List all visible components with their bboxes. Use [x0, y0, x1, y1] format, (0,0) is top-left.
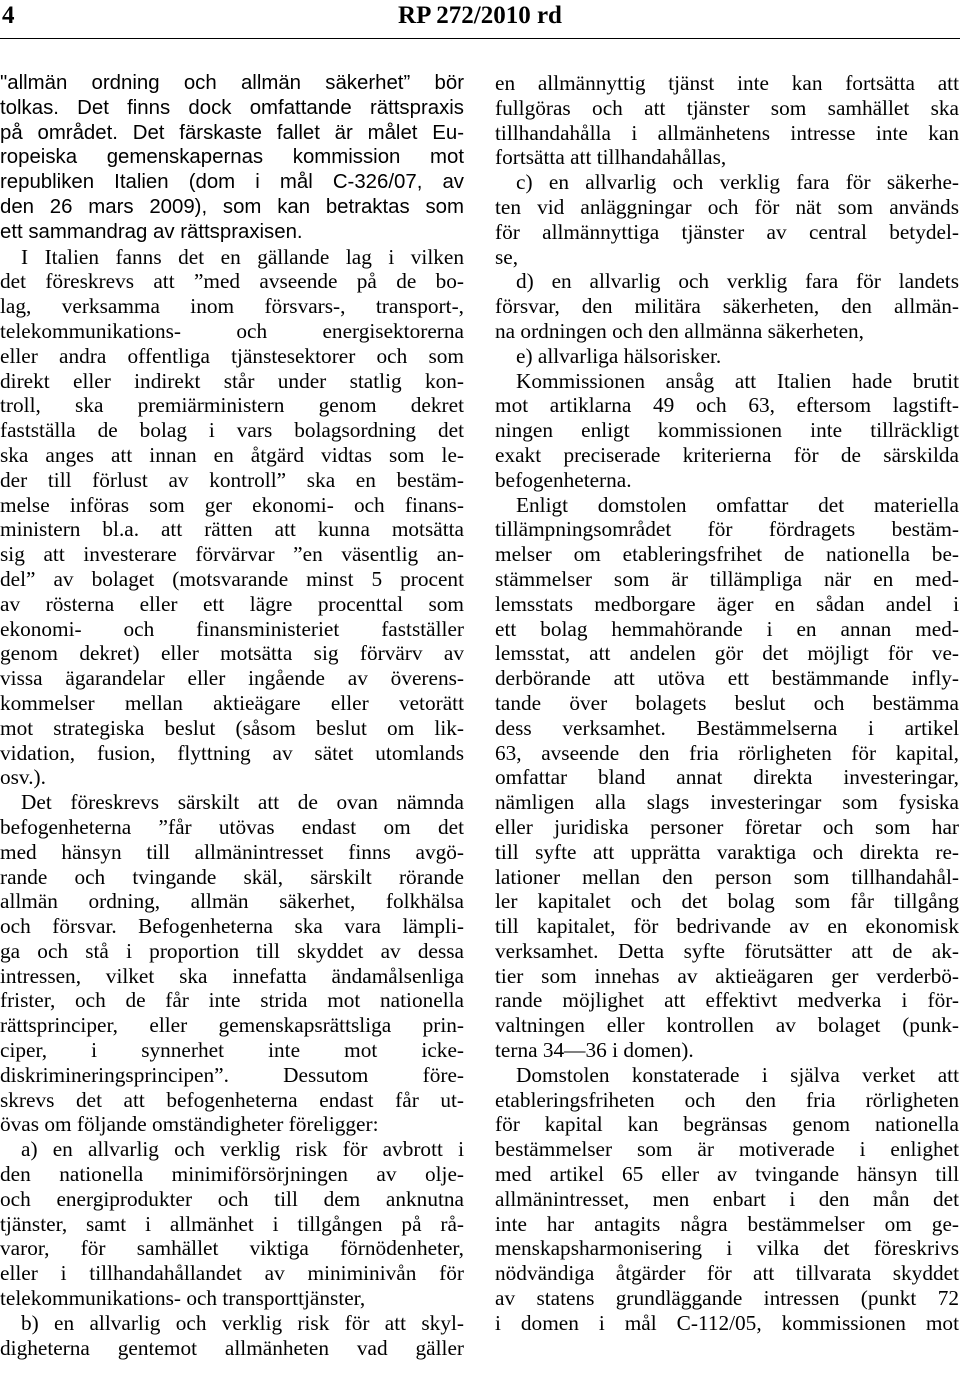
text-line: a) en allvarlig och verklig risk för avbrott i [21, 1137, 464, 1162]
text-line: ministern bl.a. att rätten att kunna motsätta [0, 517, 464, 542]
text-line: till syfte att upprätta varaktiga och direkta re- [495, 839, 959, 864]
text-line: ciper, i synnerhet inte mot icke- [0, 1038, 464, 1063]
text-line: etableringsfriheten och den fria rörligheten [495, 1087, 959, 1112]
text-line: tier som innehas av aktieägaren ger verderbö- [495, 963, 959, 988]
text-line: av rösterna eller ett lägre procenttal som [0, 591, 464, 616]
text-line: lag, verksamma inom försvars-, transport-, [0, 294, 464, 319]
text-line: bestämmelser som är motiverade i enlighet [495, 1137, 959, 1162]
text-line: Domstolen konstaterade i själva verket att [516, 1062, 959, 1087]
text-line: ga och stå i proportion till skyddet av dessa [0, 938, 464, 963]
text-line: fortsätta att tillhandahållas, [495, 145, 727, 170]
text-line: av statens grundläggande intressen (punkt 72 [495, 1286, 959, 1311]
text-line: ten vid anläggningar och för nät som används [495, 194, 959, 219]
text-line: allmänintresset, men enbart i den mån det [495, 1186, 959, 1211]
text-line: allmän ordning, allmän säkerhet, folkhälsa [0, 889, 464, 914]
text-line: på området. Det färskaste fallet är målet Eu- [0, 121, 464, 144]
text-line: ekonomi- och finansministeriet fastställer [0, 616, 464, 641]
text-line: frister, och de får inte strida mot nationella [0, 988, 464, 1013]
text-line: eller juridiska personer företar och som har [495, 814, 959, 839]
text-line: inte har antagits några bestämmelser om ge- [495, 1211, 959, 1236]
text-line: del” av bolaget (motsvarande minst 5 procent [0, 566, 464, 591]
text-line: befogenheterna. [495, 467, 632, 492]
text-line: det föreskrevs att ”med avseende på de bo- [0, 269, 464, 294]
text-line: rättsprinciper, eller gemenskapsrättsliga prin- [0, 1013, 464, 1038]
text-line: digheterna gentemot allmänheten vad gäller [0, 1335, 464, 1360]
text-line: mot strategiska beslut (såsom beslut om lik- [0, 715, 464, 740]
text-line: för kapital kan begränsas genom nationella [495, 1112, 959, 1137]
text-line: omfattar bland annat direkta investeringar, [495, 765, 959, 790]
text-line: eller andra offentliga tjänstesektorer och som [0, 343, 464, 368]
text-line: troll, ska premiärministern genom dekret [0, 393, 464, 418]
text-line: republiken Italien (dom i mål C-326/07, av [0, 171, 464, 194]
text-line: och försvar. Befogenheterna ska vara lämpli- [0, 914, 464, 939]
text-line: med hänsyn till allmänintresset finns avgö- [0, 839, 464, 864]
text-line: vidation, fusion, flyttning av sätet utomlands [0, 740, 464, 765]
text-line: ett sammandrag av rättspraxisen. [0, 220, 303, 243]
text-line: nämligen alla slags investeringar som fysiska [495, 790, 959, 815]
text-line: Enligt domstolen omfattar det materiella [516, 492, 959, 517]
text-line: intressen, vilket ska innefatta ändamålsenliga [0, 963, 464, 988]
text-line: sig att investerare förvärvar ”en väsentlig an- [0, 542, 464, 567]
text-line: ropeiska gemenskapernas kommission mot [0, 146, 464, 169]
text-line: ska anges att innan en åtgärd vidtas som le- [0, 442, 464, 467]
right-text-column [495, 71, 959, 1392]
text-line: na ordningen och den allmänna säkerheten, [495, 318, 865, 343]
text-line: "allmän ordning och allmän säkerhet” bör [0, 72, 464, 94]
text-line: vissa ägarandelar eller ingående av överens- [0, 666, 464, 691]
text-line: tillhandahålla i allmänhetens intresse inte kan [495, 120, 959, 145]
text-line: en allmännyttig tjänst inte kan fortsätta att [495, 71, 959, 95]
text-line: tande över bolagets beslut och bestämma [495, 690, 959, 715]
text-line: befogenheterna ”får utövas endast om det [0, 814, 464, 839]
text-line: b) en allvarlig och verklig risk för att skyl- [21, 1310, 464, 1335]
text-line: e) allvarliga hälsorisker. [516, 343, 722, 368]
text-line: valtningen eller kontrollen av bolaget (punk- [495, 1013, 959, 1038]
text-line: telekommunikations- och transporttjänster, [0, 1286, 366, 1311]
text-line: mot artiklarna 49 och 63, eftersom lagstift- [495, 393, 959, 418]
text-line: d) en allvarlig och verklig fara för landets [516, 269, 959, 294]
text-line: skrevs det att befogenheterna endast får ut- [0, 1087, 464, 1112]
left-text-column [0, 71, 464, 1392]
text-line: kommelser mellan aktieägare eller vetorätt [0, 690, 464, 715]
page-header [0, 0, 960, 40]
text-line: der till förlust av kontroll” ska en bestäm- [0, 467, 464, 492]
text-line: terna 34—36 i domen). [495, 1038, 694, 1063]
document-reference: RP 272/2010 rd [398, 2, 562, 29]
text-line: diskrimineringsprincipen”. Dessutom före- [0, 1062, 464, 1087]
text-line: varor, för samhället viktiga förnödenheter, [0, 1236, 464, 1261]
header-rule [0, 38, 960, 39]
page-number: 4 [2, 2, 15, 29]
text-line: melse införas som ger ekonomi- och finans- [0, 492, 464, 517]
text-line: se, [495, 244, 519, 269]
text-line: tolkas. Det finns dock omfattande rättspraxis [0, 96, 464, 119]
text-line: ningen enligt kommissionen inte tillräckligt [495, 418, 959, 443]
text-line: och energiprodukter och till dem anknutna [0, 1186, 464, 1211]
text-line: ett bolag hemmahörande i en annan med- [495, 616, 959, 641]
text-line: 63, avseende den fria rörligheten för kapital, [495, 740, 959, 765]
text-line: nödvändiga åtgärder för att tillvarata skyddet [495, 1261, 959, 1286]
text-line: med artikel 65 eller av tvingande hänsyn till [495, 1162, 959, 1187]
text-line: melser om etableringsfrihet de nationella be- [495, 542, 959, 567]
text-line: lemsstats medborgare äger en sådan andel i [495, 591, 959, 616]
text-line: fullgöras och att tjänster som samhället ska [495, 95, 959, 120]
text-line: lemsstat, att andelen gör det möjligt för ve- [495, 641, 959, 666]
text-line: telekommunikations- och energisektorerna [0, 318, 464, 343]
text-line: exakt preciserade kriterierna för de särskilda [495, 442, 959, 467]
text-line: stämmelser som är tillämpliga när en med- [495, 566, 959, 591]
text-line: lationer mellan den person som tillhandahål- [495, 864, 959, 889]
text-line: den 26 mars 2009), som kan betraktas som [0, 195, 464, 218]
text-line: derbörande att utöva ett bestämmande infly- [495, 666, 959, 691]
text-line: fastställa de bolag i vars bolagsordning det [0, 418, 464, 443]
text-line: rande och tvingande skäl, särskilt rörande [0, 864, 464, 889]
text-line: ler kapitalet och det bolag som får tillgång [495, 889, 959, 914]
text-line: för allmännyttiga tjänster av central betydel- [495, 219, 959, 244]
text-line: försvar, den militära säkerheten, den allmän- [495, 294, 959, 319]
text-line: c) en allvarlig och verklig fara för säkerhe- [516, 170, 959, 195]
text-line: tillämpningsområdet för fördragets bestäm- [495, 517, 959, 542]
text-line: Kommissionen ansåg att Italien hade brutit [516, 368, 959, 393]
text-line: verksamhet. Detta syfte förutsätter att de ak- [495, 938, 959, 963]
text-line: Det föreskrevs särskilt att de ovan nämnda [21, 790, 464, 815]
text-line: till kapitalet, för bedrivande av en ekonomisk [495, 914, 959, 939]
text-line: den nationella minimiförsörjningen av olje- [0, 1162, 464, 1187]
text-line: övas om följande omständigheter föreligger: [0, 1112, 379, 1137]
text-line: osv.). [0, 765, 46, 790]
text-line: i domen i mål C-112/05, kommissionen mot [495, 1310, 959, 1335]
text-line: eller i tillhandahållandet av miniminivån för [0, 1261, 464, 1286]
text-line: genom dekret) eller motsätta sig förvärv av [0, 641, 464, 666]
text-line: tjänster, samt i allmänhet i tillgången på rå- [0, 1211, 464, 1236]
text-line: menskapsharmonisering i vilka det föreskrivs [495, 1236, 959, 1261]
text-line: direkt eller indirekt står under statlig kon- [0, 368, 464, 393]
text-line: rande möjlighet att effektivt medverka i för- [495, 988, 959, 1013]
text-line: I Italien fanns det en gällande lag i vilken [21, 244, 464, 269]
text-line: dess verksamhet. Bestämmelserna i artikel [495, 715, 959, 740]
